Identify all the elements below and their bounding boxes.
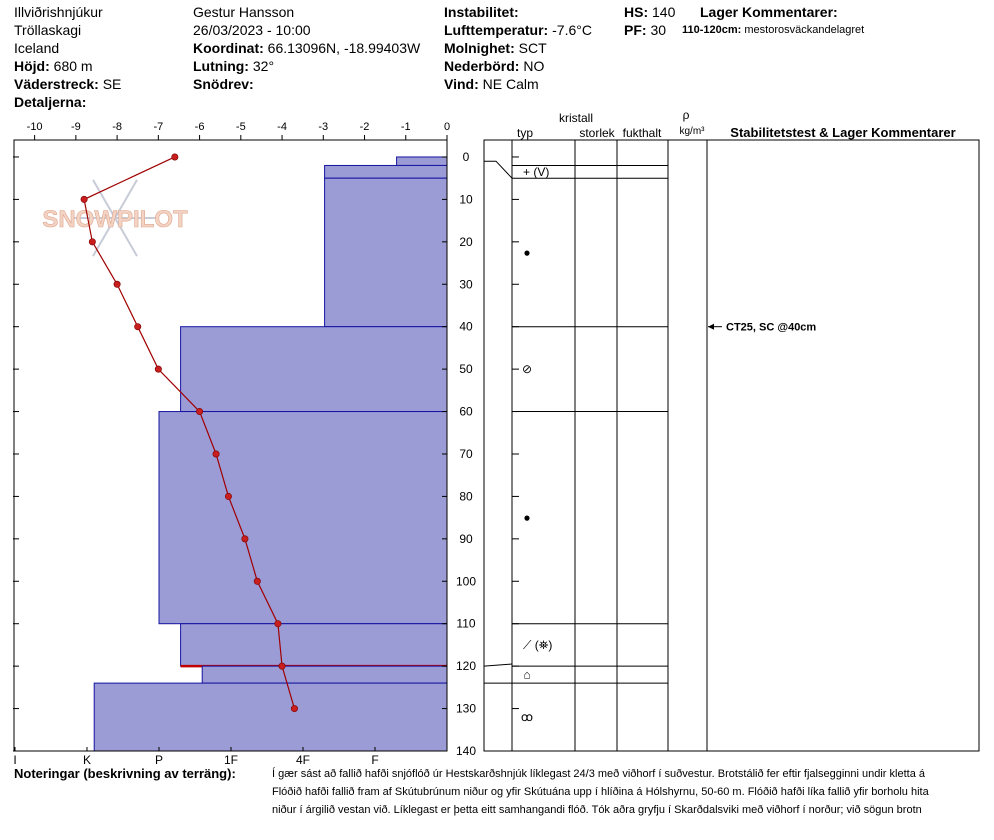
hardness-layer-0 (397, 157, 447, 165)
observer-name: Gestur Hansson (193, 4, 295, 20)
temperature-point (196, 408, 202, 414)
elevation-label: Höjd: (14, 58, 50, 74)
hardness-layer-6 (202, 666, 447, 683)
column-density-unit: kg/m³ (679, 126, 705, 137)
depth-tick-label: 0 (462, 149, 470, 164)
hardness-layer-1 (325, 165, 447, 178)
grain-type-symbol-7: ꝏ (520, 710, 534, 725)
notes-line-3: niður í árgilið vestan við. Líklegast er þetta eitt samhangandi flóð. Tók aðra gryfju í Skarðdalsviki með viðhorf í norður; við sögun brotn (272, 804, 922, 816)
column-size: storlek (579, 126, 615, 140)
temperature-point (135, 323, 141, 329)
depth-tick-label: 110 (456, 616, 476, 631)
slope-value: 32° (252, 58, 275, 74)
watermark-text: SNOWPILOT (42, 206, 188, 233)
temp-tick-label: -6 (194, 121, 205, 133)
layer-comment-range: 110-120cm: (682, 24, 742, 36)
temperature-point (89, 239, 95, 245)
wind-value: NE Calm (482, 76, 539, 92)
depth-tick-label: 60 (459, 404, 473, 419)
temp-tick-label: -9 (70, 121, 81, 133)
depth-tick-label: 140 (455, 744, 477, 758)
grain-type-symbol-4: ● (523, 510, 531, 525)
pf-value: 30 (650, 22, 667, 38)
stability-annotations (708, 322, 816, 334)
drift-label: Snödrev: (193, 76, 254, 92)
temperature-point (225, 493, 231, 499)
temperature-axis (27, 121, 450, 140)
cloud-label: Molnighet: (444, 40, 515, 56)
cloud-value: SCT (518, 40, 547, 56)
temperature-point (114, 281, 120, 287)
hardness-layer-3 (181, 327, 447, 412)
hardness-layer-5 (181, 624, 447, 666)
depth-tick-label: 40 (459, 319, 473, 334)
grain-type-symbol-5: ⟋ (⛯) (523, 637, 553, 652)
depth-tick-label: 120 (455, 659, 477, 674)
temperature-point (155, 366, 161, 372)
depth-tick-label: 10 (459, 192, 473, 207)
notes-label-row (14, 765, 236, 784)
column-stability: Stabilitetstest & Lager Kommentarer (730, 125, 956, 140)
notes-line-2: Flóðið hafði fallið fram af Skútubrúnum niður og yfir Skútuána upp í hlíðina á Hólshyrnu, 50-60 m. Flóðið hafði líka fallið yfir borholu hita (272, 786, 929, 798)
observation-datetime: 26/03/2023 - 10:00 (193, 22, 311, 38)
column-density: ρ (682, 108, 690, 122)
pf-label: PF: (624, 22, 647, 38)
temperature-point (275, 621, 281, 627)
grain-type-symbol-1: + (V) (523, 164, 550, 179)
airtemp-label: Lufttemperatur: (444, 22, 549, 38)
depth-tick-label: 90 (459, 531, 473, 546)
slope-label: Lutning: (193, 58, 249, 74)
hs-value: 140 (652, 4, 676, 20)
temp-tick-label: -10 (26, 121, 43, 133)
layer-comment-text: mestorosväckandelagret (744, 24, 865, 36)
hardness-tick-label: I (13, 753, 17, 767)
depth-tick-label: 100 (455, 574, 477, 589)
layer-connector (484, 161, 512, 178)
coordinate-value: 66.13096N, -18.99403W (267, 40, 421, 56)
depth-tick-label: 130 (455, 701, 477, 716)
stability-arrow-head (708, 324, 714, 330)
hardness-layer-4 (159, 412, 447, 624)
precip-value: NO (523, 58, 545, 74)
hardness-tick-label: K (82, 753, 92, 767)
temp-tick-label: -2 (359, 121, 370, 133)
layer-table (484, 108, 979, 751)
coordinate-label: Koordinat: (193, 40, 264, 56)
notes-label: Noteringar (beskrivning av terräng): (14, 766, 236, 781)
temperature-point (291, 705, 297, 711)
temp-tick-label: -8 (112, 121, 122, 133)
country-name: Iceland (14, 40, 60, 56)
depth-tick-label: 30 (459, 277, 473, 292)
airtemp-value: -7.6°C (552, 22, 592, 38)
hardness-layer-2 (325, 178, 447, 327)
stability-test-label: CT25, SC @40cm (726, 321, 817, 334)
location-name: Illviðrishnjúkur (14, 4, 103, 20)
layer-comments-label: Lager Kommentarer: (700, 4, 838, 20)
depth-tick-label: 50 (459, 362, 473, 377)
instability-label: Instabilitet: (444, 4, 519, 20)
hardness-layer-7 (94, 683, 447, 751)
wind-label: Vind: (444, 76, 479, 92)
column-crystal: kristall (558, 111, 594, 125)
temp-tick-label: -3 (318, 121, 329, 133)
temp-tick-label: 0 (443, 121, 451, 133)
region-name: Tröllaskagi (14, 22, 82, 38)
temp-tick-label: -7 (153, 121, 164, 133)
temperature-point (172, 154, 178, 160)
column-moisture: fukthalt (622, 126, 662, 140)
depth-tick-label: 70 (459, 446, 473, 461)
notes-line-1: Í gær sást að fallið hafði snjóflóð úr Hestskarðshnjúk líklegast 24/3 með viðhorf í suðvestur. Brotstálið fer eftir fjalsegginni undir kletta á (272, 768, 925, 780)
temperature-point (254, 578, 260, 584)
layer-connector (484, 664, 512, 666)
hardness-tick-label: 4F (295, 753, 311, 767)
grain-type-symbol-2: ● (523, 245, 531, 260)
hardness-tick-label: 1F (223, 753, 239, 767)
hardness-tick-label: F (371, 753, 379, 767)
hardness-tick-label: P (154, 753, 164, 767)
aspect-value: SE (102, 76, 122, 92)
temp-tick-label: -4 (277, 121, 287, 133)
grain-type-symbol-6: ⌂ (523, 667, 531, 682)
depth-tick-label: 80 (459, 489, 473, 504)
precip-label: Nederbörd: (444, 58, 520, 74)
temperature-point (242, 536, 248, 542)
temperature-point (81, 196, 87, 202)
depth-tick-label: 20 (459, 234, 473, 249)
temperature-point (279, 663, 285, 669)
hs-label: HS: (624, 4, 649, 20)
details-label: Detaljerna: (14, 94, 87, 110)
aspect-label: Väderstreck: (14, 76, 99, 92)
column-type: typ (516, 126, 534, 140)
temp-tick-label: -5 (235, 121, 246, 133)
temperature-point (213, 451, 219, 457)
hardness-layers (94, 157, 447, 751)
table-frame (484, 140, 979, 751)
elevation-value: 680 m (53, 58, 93, 74)
grain-type-symbol-3: ⊘ (521, 362, 533, 377)
snowpilot-watermark (42, 180, 188, 256)
temp-tick-label: -1 (400, 121, 411, 133)
